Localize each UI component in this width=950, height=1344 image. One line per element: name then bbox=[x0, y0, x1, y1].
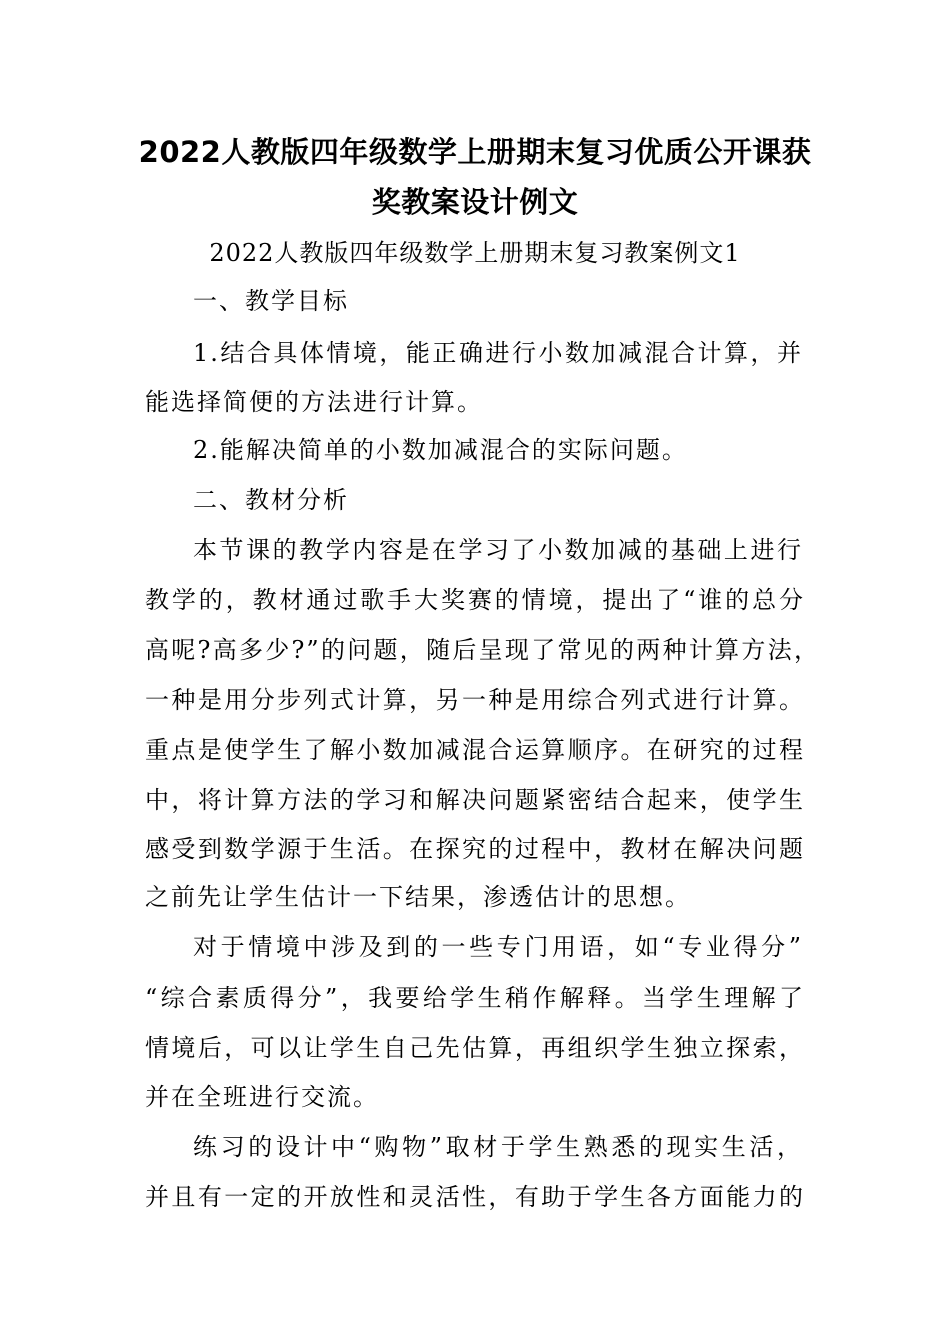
paragraph-2-line: 并在全班进行交流。 bbox=[145, 1083, 379, 1111]
goal-1-line-1: 1.结合具体情境，能正确进行小数加减混合计算，并 bbox=[193, 339, 803, 367]
paragraph-2-line: 情境后，可以让学生自己先估算，再组织学生独立探索， bbox=[145, 1034, 805, 1062]
paragraph-2-line: 对于情境中涉及到的一些专门用语，如“专业得分” bbox=[193, 933, 803, 961]
paragraph-1-line: 中，将计算方法的学习和解决问题紧密结合起来，使学生 bbox=[145, 786, 805, 814]
paragraph-1-line: 一种是用分步列式计算，另一种是用综合列式进行计算。 bbox=[145, 686, 805, 714]
document-title-line-2: 奖教案设计例文 bbox=[371, 185, 579, 219]
goal-1-line-2: 能选择简便的方法进行计算。 bbox=[145, 388, 483, 416]
paragraph-3-line: 并且有一定的开放性和灵活性，有助于学生各方面能力的 bbox=[145, 1183, 805, 1211]
paragraph-1-line: 感受到数学源于生活。在探究的过程中，教材在解决问题 bbox=[145, 835, 805, 863]
paragraph-1-line: 之前先让学生估计一下结果，渗透估计的思想。 bbox=[145, 883, 691, 911]
paragraph-3-line: 练习的设计中“购物”取材于学生熟悉的现实生活， bbox=[193, 1133, 803, 1161]
paragraph-1-line: 高呢?高多少?”的问题，随后呈现了常见的两种计算方法， bbox=[145, 636, 820, 664]
document-subtitle: 2022人教版四年级数学上册期末复习教案例文1 bbox=[209, 239, 741, 267]
goal-2: 2.能解决简单的小数加减混合的实际问题。 bbox=[193, 436, 688, 464]
paragraph-1-line: 本节课的教学内容是在学习了小数加减的基础上进行 bbox=[193, 536, 803, 564]
paragraph-2-line: “综合素质得分”，我要给学生稍作解释。当学生理解了 bbox=[145, 984, 805, 1012]
paragraph-1-line: 重点是使学生了解小数加减混合运算顺序。在研究的过程 bbox=[145, 736, 805, 764]
paragraph-1-line: 教学的，教材通过歌手大奖赛的情境，提出了“谁的总分 bbox=[145, 586, 805, 614]
section-heading-teaching-goals: 一、教学目标 bbox=[193, 287, 349, 315]
section-heading-material-analysis: 二、教材分析 bbox=[193, 486, 349, 514]
document-title-line-1: 2022人教版四年级数学上册期末复习优质公开课获 bbox=[138, 135, 812, 169]
